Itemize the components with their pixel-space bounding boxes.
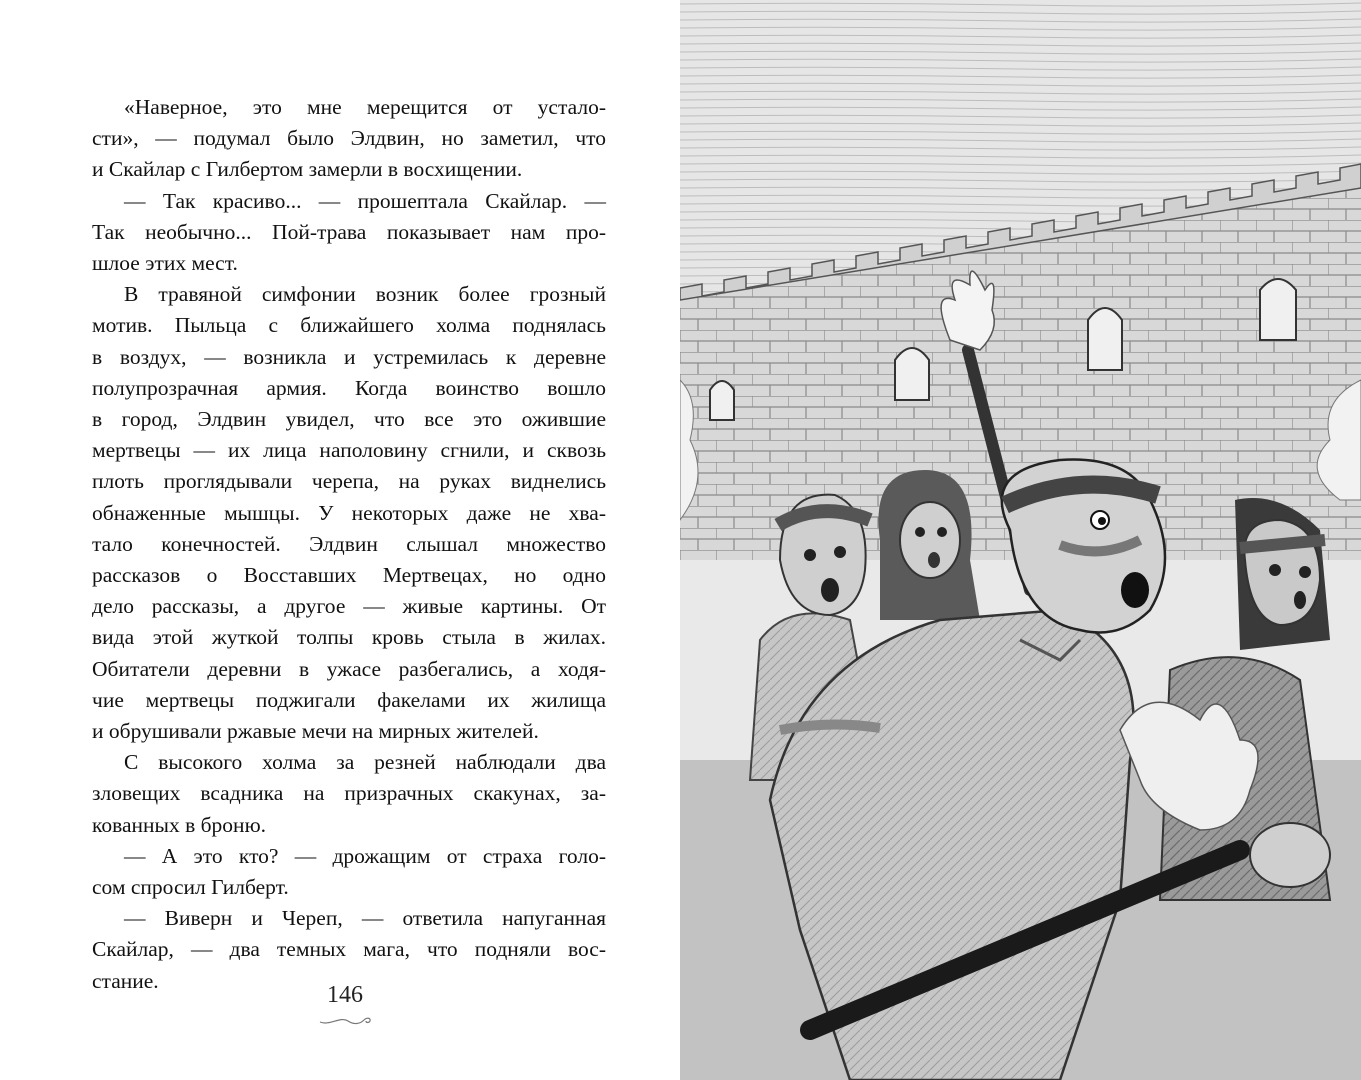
text-line: «Наверное, это мне мерещится от устало- — [124, 95, 606, 119]
text-line: сти», — подумал было Элдвин, но заметил, что — [92, 126, 606, 151]
text-line: В травяной симфонии возник более грозный — [124, 282, 606, 307]
text-line: в воздух, — возникла и устремилась к деревне — [92, 344, 606, 369]
text-line: вида этой жуткой толпы кровь стыла в жилах. — [92, 625, 606, 650]
text-line: сом спросил Гилберт. — [92, 875, 289, 900]
text-line: мотив. Пыльца с ближайшего холма поднялась — [92, 313, 606, 338]
text-line: плоть проглядывали черепа, на руках виднелись — [92, 469, 606, 494]
page-number: 146 — [327, 982, 363, 1008]
text-line: дело рассказы, а другое — живые картины. От — [92, 594, 606, 619]
text-line: — Так красиво... — прошептала Скайлар. — — [124, 188, 606, 213]
text-line: обнаженные мышцы. У некоторых даже не хва- — [92, 500, 606, 525]
text-line: тало конечностей. Элдвин слышал множество — [92, 531, 606, 556]
paragraph-3 — [92, 279, 606, 747]
text-line: чие мертвецы поджигали факелами их жилища — [92, 687, 606, 712]
text-line: — А это кто? — дрожащим от страха голо- — [124, 843, 606, 868]
paragraph-5 — [92, 841, 606, 903]
text-line: Так необычно... Пой-трава показывает нам про- — [92, 219, 606, 244]
text-line: в город, Элдвин увидел, что все это ожившие — [92, 407, 606, 432]
text-line: рассказов о Восставших Мертвецах, но одно — [92, 563, 606, 588]
paragraph-1 — [92, 92, 606, 186]
text-line: Обитатели деревни в ужасе разбегались, а ходя- — [92, 656, 606, 681]
text-line: шлое этих мест. — [92, 251, 238, 276]
paragraph-4 — [92, 747, 606, 841]
text-line: стание. — [92, 968, 159, 993]
body-text — [92, 92, 606, 997]
text-line: мертвецы — их лица наполовину сгнили, и сквозь — [92, 438, 606, 463]
paragraph-2 — [92, 186, 606, 280]
text-line: и обрушивали ржавые мечи на мирных жителей. — [92, 719, 539, 744]
illustration-undead-army — [680, 0, 1361, 1080]
text-line: зловещих всадника на призрачных скакунах, за- — [92, 781, 606, 806]
text-line: кованных в броню. — [92, 812, 267, 837]
text-line: Скайлар, — два темных мага, что подняли вос- — [92, 937, 606, 962]
flourish-ornament-icon — [316, 1012, 376, 1028]
illustration-drawing — [680, 0, 1361, 1080]
text-line: и Скайлар с Гилбертом замерли в восхищении. — [92, 157, 523, 182]
text-line: — Виверн и Череп, — ответила напуганная — [124, 906, 606, 931]
text-line: С высокого холма за резней наблюдали два — [124, 750, 606, 775]
text-line: полупрозрачная армия. Когда воинство вошло — [92, 375, 606, 400]
text-page — [0, 0, 680, 1080]
